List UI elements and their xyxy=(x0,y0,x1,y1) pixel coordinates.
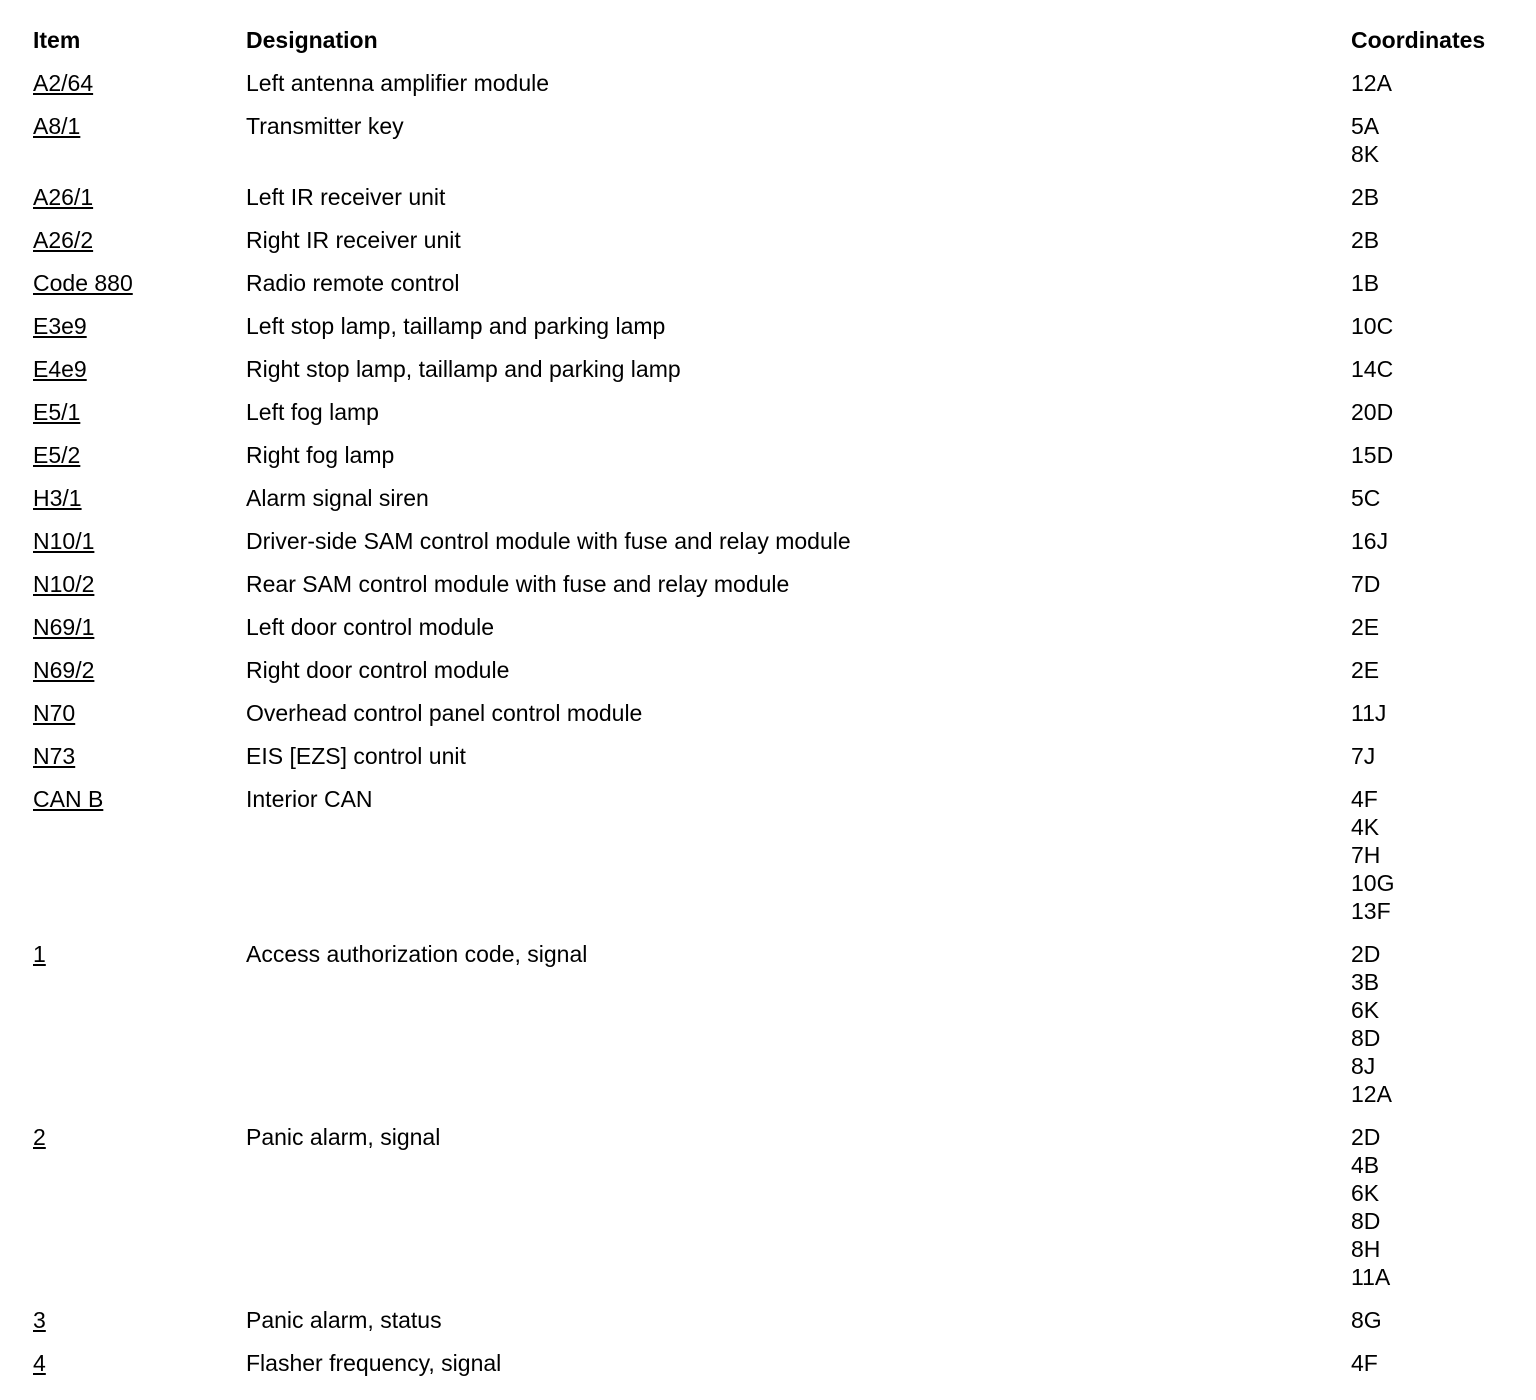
designation-cell: Alarm signal siren xyxy=(246,485,429,511)
coordinates-cell xyxy=(1351,527,1523,555)
item-link[interactable]: H3/1 xyxy=(33,485,82,511)
coordinate-value: 6K xyxy=(1351,997,1380,1023)
item-link[interactable]: 1 xyxy=(33,941,46,967)
coordinate-value: 4F xyxy=(1351,1350,1378,1376)
table-row xyxy=(33,226,1523,254)
coordinate-value: 6K xyxy=(1351,1180,1380,1206)
item-link[interactable]: 3 xyxy=(33,1307,46,1333)
table-row xyxy=(33,183,1523,211)
coordinates-cell xyxy=(1351,226,1523,254)
coordinates-cell xyxy=(1351,441,1523,469)
header-designation: Designation xyxy=(246,27,378,53)
item-cell xyxy=(33,398,246,426)
coordinate-value: 10C xyxy=(1351,313,1394,339)
designation-cell: Right stop lamp, taillamp and parking lamp xyxy=(246,356,681,382)
item-cell xyxy=(33,312,246,340)
table-row xyxy=(33,570,1523,598)
item-cell xyxy=(33,1349,246,1377)
coordinate-value: 2B xyxy=(1351,227,1380,253)
item-link[interactable]: E5/2 xyxy=(33,442,81,468)
coordinate-value: 12A xyxy=(1351,70,1392,96)
item-cell xyxy=(33,527,246,555)
coordinate-value: 12A xyxy=(1351,1081,1392,1107)
item-cell xyxy=(33,742,246,770)
header-item: Item xyxy=(33,27,81,53)
table-body xyxy=(33,69,1523,1377)
coordinate-value: 10G xyxy=(1351,870,1395,896)
item-cell xyxy=(33,269,246,297)
designation-cell: Panic alarm, status xyxy=(246,1307,442,1333)
item-cell xyxy=(33,940,246,968)
table-row xyxy=(33,312,1523,340)
item-cell xyxy=(33,570,246,598)
item-cell xyxy=(33,69,246,97)
coordinate-value: 11J xyxy=(1351,700,1387,726)
item-link[interactable]: 4 xyxy=(33,1350,46,1376)
coordinate-value: 13F xyxy=(1351,898,1391,924)
header-coordinates: Coordinates xyxy=(1351,27,1486,53)
designation-cell: Rear SAM control module with fuse and relay module xyxy=(246,571,790,597)
coordinates-cell xyxy=(1351,613,1523,641)
coordinates-cell xyxy=(1351,1123,1523,1291)
item-cell xyxy=(33,226,246,254)
item-link[interactable]: N10/2 xyxy=(33,571,95,597)
component-legend-table xyxy=(33,26,1523,1392)
designation-cell: EIS [EZS] control unit xyxy=(246,743,466,769)
item-cell xyxy=(33,183,246,211)
item-link[interactable]: A26/1 xyxy=(33,184,94,210)
designation-cell: Left fog lamp xyxy=(246,399,379,425)
coordinates-cell xyxy=(1351,699,1523,727)
coordinate-value: 11A xyxy=(1351,1264,1391,1290)
table-row xyxy=(33,699,1523,727)
table-row xyxy=(33,785,1523,925)
item-cell xyxy=(33,656,246,684)
item-cell xyxy=(33,441,246,469)
table-row xyxy=(33,355,1523,383)
table-row xyxy=(33,940,1523,1108)
coordinates-cell xyxy=(1351,312,1523,340)
item-cell xyxy=(33,112,246,140)
designation-cell: Right IR receiver unit xyxy=(246,227,461,253)
coordinate-value: 8H xyxy=(1351,1236,1381,1262)
coordinate-value: 20D xyxy=(1351,399,1394,425)
designation-cell: Radio remote control xyxy=(246,270,460,296)
coordinates-cell xyxy=(1351,484,1523,512)
item-cell xyxy=(33,1123,246,1151)
designation-cell: Right fog lamp xyxy=(246,442,395,468)
table-row xyxy=(33,484,1523,512)
coordinate-value: 8D xyxy=(1351,1208,1381,1234)
coordinate-value: 8D xyxy=(1351,1025,1381,1051)
coordinates-cell xyxy=(1351,1349,1523,1377)
coordinates-cell xyxy=(1351,69,1523,97)
coordinates-cell xyxy=(1351,656,1523,684)
coordinate-value: 8J xyxy=(1351,1053,1376,1079)
coordinate-value: 14C xyxy=(1351,356,1394,382)
coordinates-cell xyxy=(1351,183,1523,211)
coordinate-value: 7H xyxy=(1351,842,1381,868)
coordinate-value: 4K xyxy=(1351,814,1380,840)
coordinate-value: 1B xyxy=(1351,270,1380,296)
item-link[interactable]: E4e9 xyxy=(33,356,87,382)
designation-cell: Transmitter key xyxy=(246,113,404,139)
item-link[interactable]: A2/64 xyxy=(33,70,94,96)
coordinates-cell xyxy=(1351,570,1523,598)
table-row xyxy=(33,398,1523,426)
designation-cell: Left antenna amplifier module xyxy=(246,70,550,96)
item-cell xyxy=(33,699,246,727)
coordinate-value: 2E xyxy=(1351,657,1380,683)
coordinates-cell xyxy=(1351,112,1523,168)
table-row xyxy=(33,742,1523,770)
coordinate-value: 4B xyxy=(1351,1152,1380,1178)
designation-cell: Left door control module xyxy=(246,614,495,640)
designation-cell: Interior CAN xyxy=(246,786,373,812)
item-cell xyxy=(33,1306,246,1334)
item-cell xyxy=(33,355,246,383)
item-link[interactable]: A26/2 xyxy=(33,227,94,253)
item-link[interactable]: E5/1 xyxy=(33,399,81,425)
coordinate-value: 5C xyxy=(1351,485,1381,511)
coordinate-value: 2D xyxy=(1351,941,1381,967)
table-header-row xyxy=(33,26,1523,54)
table-row xyxy=(33,441,1523,469)
designation-cell: Panic alarm, signal xyxy=(246,1124,441,1150)
coordinates-cell xyxy=(1351,940,1523,1108)
designation-cell: Flasher frequency, signal xyxy=(246,1350,502,1376)
coordinate-value: 2E xyxy=(1351,614,1380,640)
coordinate-value: 7J xyxy=(1351,743,1376,769)
designation-cell: Access authorization code, signal xyxy=(246,941,588,967)
coordinates-cell xyxy=(1351,1306,1523,1334)
coordinate-value: 2D xyxy=(1351,1124,1381,1150)
table-row xyxy=(33,1123,1523,1291)
table-row xyxy=(33,69,1523,97)
table-row xyxy=(33,527,1523,555)
coordinates-cell xyxy=(1351,785,1523,925)
item-link[interactable]: 2 xyxy=(33,1124,46,1150)
coordinates-cell xyxy=(1351,355,1523,383)
coordinate-value: 16J xyxy=(1351,528,1389,554)
item-cell xyxy=(33,785,246,813)
table-row xyxy=(33,1349,1523,1377)
coordinate-value: 2B xyxy=(1351,184,1380,210)
coordinate-value: 15D xyxy=(1351,442,1394,468)
coordinate-value: 3B xyxy=(1351,969,1380,995)
coordinates-cell xyxy=(1351,742,1523,770)
table-row xyxy=(33,613,1523,641)
table-row xyxy=(33,1306,1523,1334)
item-link[interactable]: N10/1 xyxy=(33,528,95,554)
coordinate-value: 7D xyxy=(1351,571,1381,597)
designation-cell: Left IR receiver unit xyxy=(246,184,446,210)
coordinate-value: 8G xyxy=(1351,1307,1382,1333)
item-link[interactable]: N70 xyxy=(33,700,76,726)
item-cell xyxy=(33,484,246,512)
table-row xyxy=(33,269,1523,297)
item-cell xyxy=(33,613,246,641)
designation-cell: Driver-side SAM control module with fuse and relay module xyxy=(246,528,851,554)
item-link[interactable]: N73 xyxy=(33,743,76,769)
coordinate-value: 4F xyxy=(1351,786,1378,812)
coordinates-cell xyxy=(1351,269,1523,297)
item-link[interactable]: Code 880 xyxy=(33,270,133,296)
item-link[interactable]: CAN B xyxy=(33,786,104,812)
coordinates-cell xyxy=(1351,398,1523,426)
coordinate-value: 8K xyxy=(1351,141,1380,167)
item-link[interactable]: N69/1 xyxy=(33,614,95,640)
item-link[interactable]: E3e9 xyxy=(33,313,87,339)
item-link[interactable]: N69/2 xyxy=(33,657,95,683)
table-row xyxy=(33,656,1523,684)
item-link[interactable]: A8/1 xyxy=(33,113,81,139)
table-row xyxy=(33,112,1523,168)
designation-cell: Left stop lamp, taillamp and parking lamp xyxy=(246,313,666,339)
coordinate-value: 5A xyxy=(1351,113,1380,139)
designation-cell: Right door control module xyxy=(246,657,510,683)
designation-cell: Overhead control panel control module xyxy=(246,700,643,726)
